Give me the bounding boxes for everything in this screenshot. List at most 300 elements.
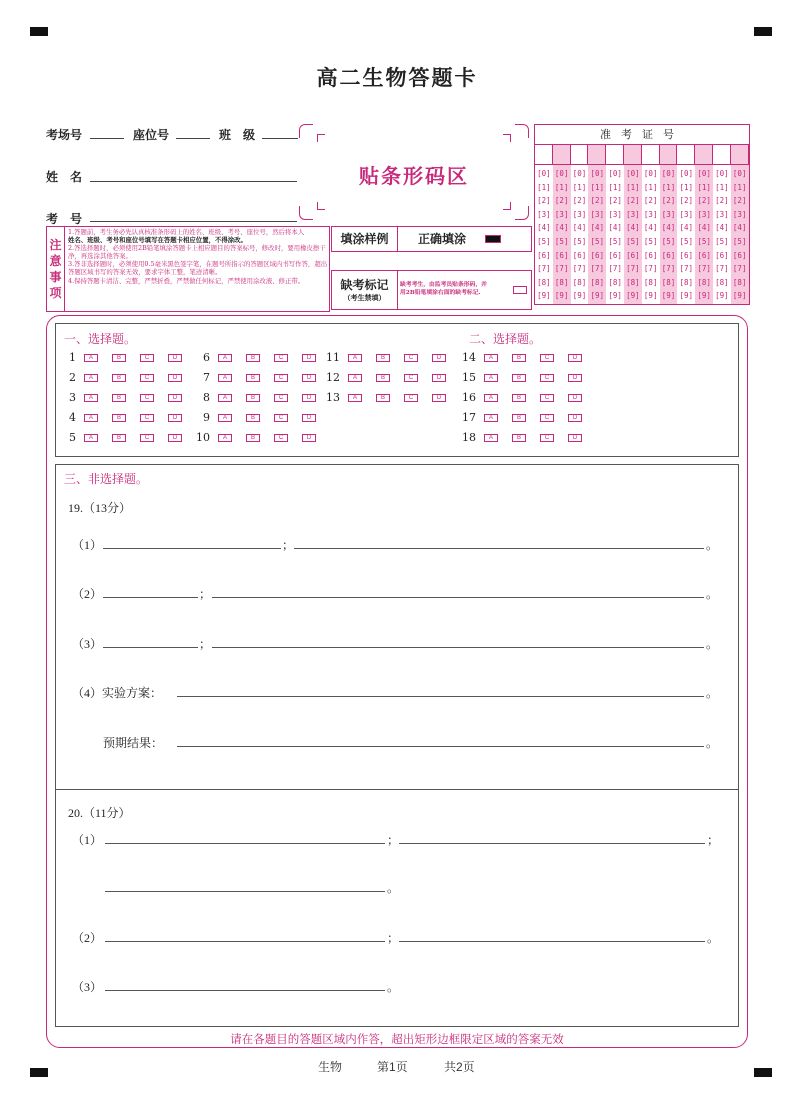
id-digit-bubble[interactable]: [6]	[679, 250, 694, 260]
absent-desc: 缺考考生，由监考员贴条形码，并 用2B铅笔填涂右面的缺考标记.	[400, 282, 487, 296]
id-digit-bubble[interactable]: [6]	[590, 250, 605, 260]
question-number: 9	[203, 411, 210, 424]
period: 。	[387, 881, 400, 895]
id-digit-bubble[interactable]: [0]	[697, 169, 711, 178]
fill-sample-box	[331, 226, 532, 252]
question-number: 5	[69, 431, 76, 444]
id-digit-bubble[interactable]: [8]	[590, 277, 605, 287]
period: 。	[706, 538, 719, 552]
id-column	[553, 145, 571, 304]
absent-label: 缺考标记	[340, 278, 389, 292]
id-write-cell[interactable]	[535, 145, 553, 165]
id-digit-bubble[interactable]: [1]	[661, 182, 676, 192]
choice-bubble-c[interactable]: C	[140, 414, 154, 422]
id-digit-bubble[interactable]: [8]	[554, 277, 569, 287]
id-column	[695, 145, 713, 304]
id-digit-bubble[interactable]: [7]	[732, 264, 747, 274]
choice-bubble-c[interactable]: C	[274, 354, 288, 362]
id-digit-bubble[interactable]: [3]	[679, 209, 694, 219]
choice-bubble-d[interactable]: D	[302, 414, 316, 422]
separator: ；	[282, 538, 295, 552]
id-digit-bubble[interactable]: [7]	[697, 264, 711, 274]
exam-room-label: 考场号	[46, 128, 83, 142]
section-title-1: 一、选择题。	[64, 332, 137, 346]
fill-sample-label: 填涂样例	[332, 227, 398, 251]
choice-bubble-b[interactable]: B	[376, 394, 390, 402]
exam-no-label: 考 号	[46, 212, 83, 226]
id-digit-bubble[interactable]: [0]	[590, 169, 605, 178]
id-digit-bubble[interactable]: [9]	[537, 291, 551, 301]
id-column	[731, 145, 749, 304]
id-digit-bubble[interactable]: [1]	[697, 182, 711, 192]
id-write-cell[interactable]	[588, 145, 606, 165]
choice-bubble-a[interactable]: A	[218, 434, 232, 442]
choice-bubble-b[interactable]: B	[112, 354, 126, 362]
id-write-cell[interactable]	[624, 145, 642, 165]
choice-bubble-c[interactable]: C	[274, 374, 288, 382]
question-number: 11	[326, 351, 340, 364]
choice-bubble-d[interactable]: D	[568, 394, 582, 402]
q19-part2-label: （2）	[72, 587, 103, 601]
choice-section	[55, 323, 739, 457]
id-column	[624, 145, 642, 304]
id-digit-bubble[interactable]: [5]	[715, 237, 729, 246]
id-digit-bubble[interactable]: [4]	[643, 223, 658, 233]
id-digit-bubble[interactable]: [3]	[537, 209, 551, 219]
choice-bubble-d[interactable]: D	[568, 414, 582, 422]
choice-bubble-b[interactable]: B	[512, 354, 526, 362]
id-write-cell[interactable]	[713, 145, 731, 165]
separator: ；	[199, 587, 212, 601]
choice-bubble-b[interactable]: B	[246, 414, 260, 422]
question-number: 16	[462, 391, 476, 404]
id-column	[642, 145, 660, 304]
id-digit-bubble[interactable]: [8]	[732, 277, 747, 287]
choice-bubble-a[interactable]: A	[484, 374, 498, 382]
choice-bubble-a[interactable]: A	[348, 354, 362, 362]
q20-part2-label: （2）	[72, 931, 103, 945]
id-digit-bubble[interactable]: [5]	[608, 237, 622, 246]
choice-bubble-a[interactable]: A	[218, 394, 232, 402]
id-digit-bubble[interactable]: [2]	[732, 196, 747, 206]
footer-total: 共2页	[444, 1060, 475, 1074]
id-digit-bubble[interactable]: [8]	[697, 277, 711, 287]
choice-bubble-c[interactable]: C	[140, 374, 154, 382]
q20-part2-answer-b[interactable]	[399, 941, 705, 942]
question-number: 10	[196, 431, 210, 444]
id-digit-bubble[interactable]: [2]	[608, 196, 622, 206]
id-write-cell[interactable]	[571, 145, 589, 165]
id-digit-bubble[interactable]: [6]	[554, 250, 569, 260]
id-digit-bubble[interactable]: [3]	[626, 209, 640, 219]
id-digit-bubble[interactable]: [9]	[608, 291, 622, 301]
choice-bubble-a[interactable]: A	[84, 354, 98, 362]
id-write-cell[interactable]	[606, 145, 624, 165]
choice-bubble-c[interactable]: C	[540, 414, 554, 422]
id-digit-bubble[interactable]: [7]	[572, 264, 587, 274]
id-digit-bubble[interactable]: [2]	[715, 196, 729, 206]
absent-checkbox[interactable]	[513, 286, 527, 294]
choice-bubble-c[interactable]: C	[540, 434, 554, 442]
id-digit-bubble[interactable]: [2]	[590, 196, 605, 206]
id-digit-bubble[interactable]: [8]	[537, 277, 551, 287]
class-field[interactable]	[262, 138, 298, 139]
choice-bubble-d[interactable]: D	[168, 394, 182, 402]
choice-bubble-d[interactable]: D	[568, 354, 582, 362]
choice-bubble-c[interactable]: C	[540, 374, 554, 382]
id-digit-bubble[interactable]: [7]	[554, 264, 569, 274]
section-title-2: 二、选择题。	[469, 332, 542, 346]
id-digit-bubble[interactable]: [3]	[572, 209, 587, 219]
choice-bubble-a[interactable]: A	[218, 354, 232, 362]
separator: ；	[199, 637, 212, 651]
choice-bubble-a[interactable]: A	[484, 414, 498, 422]
exam-room-field[interactable]	[90, 138, 124, 139]
id-digit-bubble[interactable]: [2]	[626, 196, 640, 206]
period: 。	[706, 637, 719, 651]
id-digit-bubble[interactable]: [1]	[608, 182, 622, 192]
registration-mark	[30, 1068, 48, 1077]
q19-part1-answer-b[interactable]	[294, 548, 704, 549]
id-digit-bubble[interactable]: [4]	[554, 223, 569, 233]
choice-bubble-b[interactable]: B	[112, 414, 126, 422]
q20-part3-answer[interactable]	[105, 990, 385, 991]
id-digit-bubble[interactable]: [4]	[715, 223, 729, 233]
choice-bubble-d[interactable]: D	[168, 434, 182, 442]
q20-part1-label: （1）	[72, 833, 103, 847]
id-digit-bubble[interactable]: [8]	[572, 277, 587, 287]
choice-bubble-d[interactable]: D	[302, 374, 316, 382]
correct-fill-example	[485, 235, 501, 243]
id-digit-bubble[interactable]: [2]	[697, 196, 711, 206]
id-column	[660, 145, 678, 304]
id-digit-bubble[interactable]: [9]	[715, 291, 729, 301]
question-number: 13	[326, 391, 340, 404]
q19-result-answer[interactable]	[177, 746, 704, 747]
id-digit-bubble[interactable]: [9]	[732, 291, 747, 301]
choice-bubble-b[interactable]: B	[512, 434, 526, 442]
id-digit-bubble[interactable]: [4]	[661, 223, 676, 233]
id-digit-bubble[interactable]: [6]	[572, 250, 587, 260]
choice-bubble-a[interactable]: A	[484, 434, 498, 442]
id-digit-bubble[interactable]: [1]	[554, 182, 569, 192]
choice-bubble-b[interactable]: B	[376, 374, 390, 382]
choice-bubble-a[interactable]: A	[84, 394, 98, 402]
id-digit-bubble[interactable]: [6]	[626, 250, 640, 260]
q19-part4-answer[interactable]	[177, 696, 704, 697]
id-digit-bubble[interactable]: [5]	[661, 237, 676, 246]
id-digit-bubble[interactable]: [6]	[732, 250, 747, 260]
id-digit-bubble[interactable]: [6]	[537, 250, 551, 260]
id-column	[713, 145, 731, 304]
choice-bubble-b[interactable]: B	[512, 374, 526, 382]
question-number: 7	[203, 371, 210, 384]
id-digit-bubble[interactable]: [0]	[661, 169, 676, 178]
choice-bubble-c[interactable]: C	[140, 354, 154, 362]
choice-bubble-c[interactable]: C	[404, 374, 418, 382]
choice-bubble-c[interactable]: C	[140, 394, 154, 402]
id-digit-bubble[interactable]: [1]	[643, 182, 658, 192]
id-digit-bubble[interactable]: [4]	[572, 223, 587, 233]
choice-bubble-b[interactable]: B	[112, 374, 126, 382]
choice-bubble-b[interactable]: B	[246, 394, 260, 402]
choice-bubble-d[interactable]: D	[432, 394, 446, 402]
choice-bubble-a[interactable]: A	[484, 394, 498, 402]
choice-bubble-d[interactable]: D	[302, 394, 316, 402]
choice-bubble-d[interactable]: D	[168, 374, 182, 382]
choice-bubble-b[interactable]: B	[112, 434, 126, 442]
id-digit-bubble[interactable]: [4]	[679, 223, 694, 233]
choice-bubble-d[interactable]: D	[302, 434, 316, 442]
registration-mark	[30, 27, 48, 36]
id-digit-bubble[interactable]: [5]	[554, 237, 569, 246]
choice-bubble-d[interactable]: D	[432, 374, 446, 382]
id-digit-bubble[interactable]: [6]	[715, 250, 729, 260]
id-digit-bubble[interactable]: [0]	[537, 169, 551, 178]
id-write-cell[interactable]	[695, 145, 713, 165]
id-digit-bubble[interactable]: [8]	[661, 277, 676, 287]
id-digit-bubble[interactable]: [5]	[590, 237, 605, 246]
id-column	[588, 145, 606, 304]
choice-bubble-d[interactable]: D	[168, 414, 182, 422]
choice-bubble-a[interactable]: A	[484, 354, 498, 362]
question-number: 3	[69, 391, 76, 404]
correct-fill-label: 正确填涂	[418, 232, 467, 246]
id-digit-bubble[interactable]: [0]	[732, 169, 747, 178]
choice-bubble-c[interactable]: C	[274, 414, 288, 422]
choice-bubble-c[interactable]: C	[274, 394, 288, 402]
choice-bubble-d[interactable]: D	[568, 434, 582, 442]
choice-bubble-c[interactable]: C	[140, 434, 154, 442]
id-digit-bubble[interactable]: [0]	[679, 169, 694, 178]
id-digit-bubble[interactable]: [3]	[554, 209, 569, 219]
name-label: 姓 名	[46, 170, 83, 184]
id-write-cell[interactable]	[660, 145, 678, 165]
absent-sub: （考生禁填）	[343, 293, 386, 302]
choice-bubble-d[interactable]: D	[302, 354, 316, 362]
id-digit-bubble[interactable]: [2]	[554, 196, 569, 206]
id-digit-bubble[interactable]: [8]	[715, 277, 729, 287]
id-digit-bubble[interactable]: [7]	[537, 264, 551, 274]
period: 。	[706, 686, 719, 700]
choice-bubble-c[interactable]: C	[540, 394, 554, 402]
question-20-section	[55, 790, 739, 1027]
period: 。	[706, 736, 719, 750]
id-digit-bubble[interactable]: [9]	[679, 291, 694, 301]
id-digit-bubble[interactable]: [0]	[715, 169, 729, 178]
id-digit-bubble[interactable]: [0]	[608, 169, 622, 178]
id-digit-bubble[interactable]: [1]	[679, 182, 694, 192]
id-digit-bubble[interactable]: [9]	[590, 291, 605, 301]
question-number: 6	[203, 351, 210, 364]
q19-part4-label: （4）实验方案：	[72, 686, 163, 700]
id-write-cell[interactable]	[553, 145, 571, 165]
q19-part1-answer-a[interactable]	[103, 548, 281, 549]
choice-bubble-a[interactable]: A	[348, 374, 362, 382]
id-digit-bubble[interactable]: [7]	[715, 264, 729, 274]
id-digit-bubble[interactable]: [6]	[643, 250, 658, 260]
q19-result-label: 预期结果：	[103, 736, 164, 750]
id-digit-bubble[interactable]: [8]	[608, 277, 622, 287]
q19-part1-label: （1）	[72, 538, 103, 552]
choice-bubble-b[interactable]: B	[512, 394, 526, 402]
id-digit-bubble[interactable]: [1]	[537, 182, 551, 192]
id-digit-bubble[interactable]: [9]	[661, 291, 676, 301]
id-digit-bubble[interactable]: [3]	[697, 209, 711, 219]
notes-box	[46, 226, 330, 312]
choice-bubble-a[interactable]: A	[218, 414, 232, 422]
id-digit-bubble[interactable]: [2]	[679, 196, 694, 206]
q20-part1-answer-a[interactable]	[105, 843, 385, 844]
choice-bubble-c[interactable]: C	[404, 394, 418, 402]
choice-bubble-a[interactable]: A	[218, 374, 232, 382]
q19-part3-label: （3）	[72, 637, 103, 651]
id-digit-bubble[interactable]: [6]	[697, 250, 711, 260]
question-number: 1	[69, 351, 76, 364]
id-digit-bubble[interactable]: [9]	[572, 291, 587, 301]
absent-box	[331, 270, 532, 310]
id-digit-bubble[interactable]: [0]	[626, 169, 640, 178]
choice-bubble-d[interactable]: D	[568, 374, 582, 382]
id-digit-bubble[interactable]: [3]	[643, 209, 658, 219]
question-number: 2	[69, 371, 76, 384]
choice-bubble-a[interactable]: A	[84, 414, 98, 422]
id-digit-bubble[interactable]: [5]	[572, 237, 587, 246]
section-title-3: 三、非选择题。	[64, 472, 149, 486]
id-digit-bubble[interactable]: [1]	[572, 182, 587, 192]
id-digit-bubble[interactable]: [4]	[608, 223, 622, 233]
choice-bubble-d[interactable]: D	[168, 354, 182, 362]
question-number: 15	[462, 371, 476, 384]
absent-label-cell	[332, 271, 398, 309]
id-digit-bubble[interactable]: [7]	[661, 264, 676, 274]
exam-id-grid	[534, 124, 750, 305]
id-digit-bubble[interactable]: [1]	[590, 182, 605, 192]
id-digit-bubble[interactable]: [8]	[626, 277, 640, 287]
q19-part2-answer-b[interactable]	[212, 597, 704, 598]
id-digit-bubble[interactable]: [8]	[679, 277, 694, 287]
id-digit-bubble[interactable]: [5]	[679, 237, 694, 246]
question-19-title: 19.（13分）	[68, 501, 132, 515]
id-digit-bubble[interactable]: [1]	[715, 182, 729, 192]
id-write-cell[interactable]	[677, 145, 695, 165]
id-column	[535, 145, 553, 304]
id-write-cell[interactable]	[642, 145, 660, 165]
choice-bubble-c[interactable]: C	[274, 434, 288, 442]
id-digit-bubble[interactable]: [7]	[590, 264, 605, 274]
choice-bubble-b[interactable]: B	[512, 414, 526, 422]
id-digit-bubble[interactable]: [0]	[554, 169, 569, 178]
id-digit-bubble[interactable]: [0]	[643, 169, 658, 178]
choice-bubble-b[interactable]: B	[246, 374, 260, 382]
id-digit-bubble[interactable]: [2]	[537, 196, 551, 206]
id-digit-bubble[interactable]: [2]	[572, 196, 587, 206]
id-digit-bubble[interactable]: [3]	[715, 209, 729, 219]
id-digit-bubble[interactable]: [5]	[732, 237, 747, 246]
name-field[interactable]	[90, 181, 297, 182]
choice-bubble-a[interactable]: A	[84, 374, 98, 382]
registration-mark	[754, 1068, 772, 1077]
choice-bubble-c[interactable]: C	[540, 354, 554, 362]
id-digit-bubble[interactable]: [5]	[626, 237, 640, 246]
id-digit-bubble[interactable]: [2]	[661, 196, 676, 206]
seat-label: 座位号	[133, 128, 170, 142]
id-digit-bubble[interactable]: [9]	[697, 291, 711, 301]
choice-bubble-d[interactable]: D	[432, 354, 446, 362]
id-digit-bubble[interactable]: [2]	[643, 196, 658, 206]
period: 。	[706, 587, 719, 601]
q20-part2-answer-a[interactable]	[105, 941, 385, 942]
q19-part3-answer-a[interactable]	[103, 647, 198, 648]
id-digit-bubble[interactable]: [7]	[643, 264, 658, 274]
question-number: 12	[326, 371, 340, 384]
id-digit-bubble[interactable]: [9]	[626, 291, 640, 301]
id-digit-bubble[interactable]: [1]	[626, 182, 640, 192]
q20-part1-answer-b[interactable]	[399, 843, 705, 844]
q19-part2-answer-a[interactable]	[103, 597, 198, 598]
choice-bubble-b[interactable]: B	[246, 354, 260, 362]
seat-field[interactable]	[176, 138, 210, 139]
page-title: 高二生物答题卡	[316, 65, 478, 90]
choice-bubble-a[interactable]: A	[84, 434, 98, 442]
id-digit-bubble[interactable]: [7]	[626, 264, 640, 274]
question-number: 18	[462, 431, 476, 444]
question-number: 14	[462, 351, 476, 364]
footer-subject: 生物	[318, 1060, 343, 1074]
choice-bubble-b[interactable]: B	[246, 434, 260, 442]
id-digit-bubble[interactable]: [4]	[697, 223, 711, 233]
id-digit-bubble[interactable]: [7]	[679, 264, 694, 274]
question-number: 8	[203, 391, 210, 404]
id-digit-bubble[interactable]: [7]	[608, 264, 622, 274]
id-digit-bubble[interactable]: [3]	[608, 209, 622, 219]
q20-part1-answer-c[interactable]	[105, 891, 385, 892]
answer-area-warning: 请在各题目的答题区域内作答，超出矩形边框限定区域的答案无效	[230, 1034, 564, 1046]
id-digit-bubble[interactable]: [8]	[643, 277, 658, 287]
id-digit-bubble[interactable]: [1]	[732, 182, 747, 192]
id-digit-bubble[interactable]: [4]	[732, 223, 747, 233]
id-digit-bubble[interactable]: [6]	[608, 250, 622, 260]
id-column	[606, 145, 624, 304]
id-digit-bubble[interactable]: [4]	[537, 223, 551, 233]
choice-bubble-a[interactable]: A	[348, 394, 362, 402]
id-digit-bubble[interactable]: [3]	[661, 209, 676, 219]
registration-mark	[754, 27, 772, 36]
id-digit-bubble[interactable]: [0]	[572, 169, 587, 178]
id-digit-bubble[interactable]: [3]	[732, 209, 747, 219]
id-digit-bubble[interactable]: [5]	[537, 237, 551, 246]
id-digit-bubble[interactable]: [4]	[590, 223, 605, 233]
id-digit-bubble[interactable]: [5]	[697, 237, 711, 246]
footer-page: 第1页	[377, 1060, 408, 1074]
period: 。	[707, 931, 720, 945]
choice-bubble-b[interactable]: B	[112, 394, 126, 402]
choice-bubble-c[interactable]: C	[404, 354, 418, 362]
period: 。	[387, 980, 400, 994]
exam-no-field[interactable]	[90, 221, 297, 222]
id-digit-bubble[interactable]: [3]	[590, 209, 605, 219]
id-digit-bubble[interactable]: [9]	[643, 291, 658, 301]
q19-part3-answer-b[interactable]	[212, 647, 704, 648]
choice-bubble-b[interactable]: B	[376, 354, 390, 362]
id-digit-bubble[interactable]: [9]	[554, 291, 569, 301]
id-digit-bubble[interactable]: [4]	[626, 223, 640, 233]
id-digit-bubble[interactable]: [5]	[643, 237, 658, 246]
question-number: 17	[462, 411, 476, 424]
id-write-cell[interactable]	[731, 145, 749, 165]
id-digit-bubble[interactable]: [6]	[661, 250, 676, 260]
id-column	[677, 145, 695, 304]
